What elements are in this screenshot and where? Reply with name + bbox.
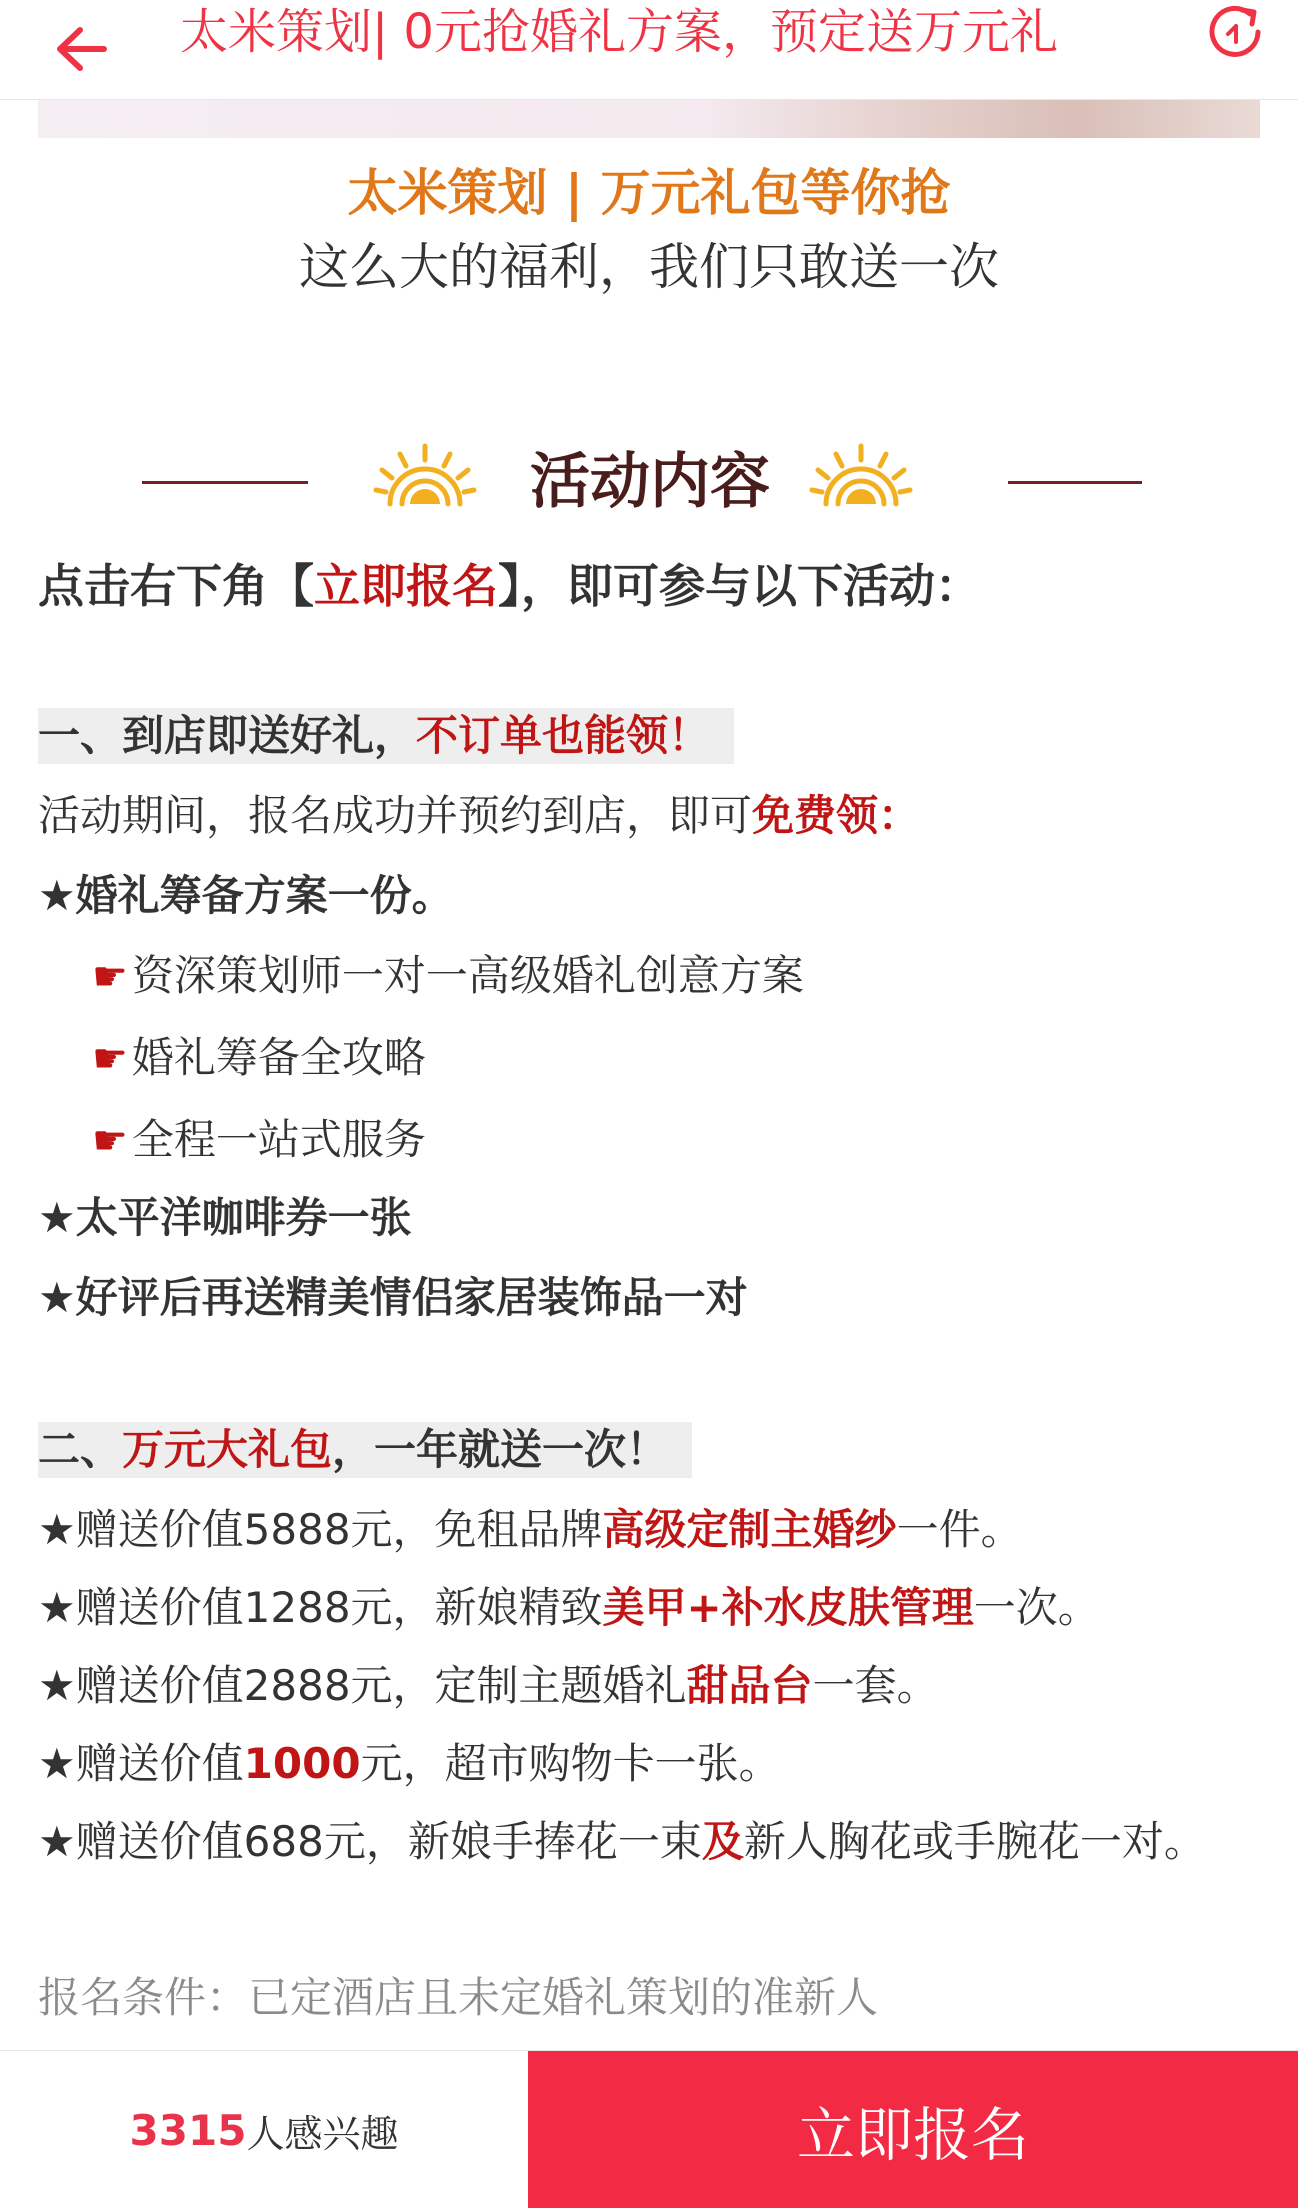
bottom-bar [0,2050,1298,2208]
sub-list-item [92,1104,426,1177]
signup-button[interactable]: 立即报名 [528,2051,1298,2208]
top-nav-bar [0,0,1298,100]
list-item: ★太平洋咖啡券一张 [38,1193,412,1242]
instruction-highlight: 立即报名 [314,559,498,613]
gift-text: 一套。 [812,1661,939,1710]
gift-item [38,1806,1206,1878]
gift-text: ★赠送价值2888元，定制主题婚礼 [38,1661,687,1710]
gift-item [38,1494,1023,1566]
banner-image [38,100,1260,138]
sub-item-label: 婚礼筹备全攻略 [131,1033,426,1082]
sub-list-item [92,940,804,1013]
list-item: ★好评后再送精美情侣家居装饰品一对 [38,1273,748,1322]
gift-item [38,1572,1100,1644]
section-title: 活动内容 [530,447,770,517]
block2-title [38,1422,692,1478]
sub-item-label: 资深策划师一对一高级婚礼创意方案 [131,951,804,1000]
gift-text: 一件。 [896,1505,1023,1554]
gift-highlight: 甜品台 [686,1661,813,1710]
pointing-hand-icon: ☛ [92,1118,128,1164]
gift-text: ★赠送价值688元，新娘手捧花一束 [38,1817,702,1866]
section-heading [0,434,1298,530]
gift-highlight: 1000 [243,1739,361,1788]
arrow-left-icon [50,24,110,74]
promo-subtitle: 这么大的福利，我们只敢送一次 [299,238,999,296]
block1-intro [38,780,920,852]
block1-intro-highlight: 免费领： [752,791,921,840]
instruction-suffix: 】，即可参与以下活动： [498,559,981,613]
gift-text: 新人胸花或手腕花一对。 [743,1817,1206,1866]
block1-intro-prefix: 活动期间，报名成功并预约到店，即可 [38,791,753,840]
gift-text: 元，超市购物卡一张。 [360,1739,781,1788]
list-item: ★婚礼筹备方案一份。 [38,871,454,920]
sub-list-item [92,1022,426,1095]
gift-text: ★赠送价值5888元，免租品牌 [38,1505,603,1554]
gift-item [38,1650,939,1722]
gift-text: ★赠送价值1288元，新娘精致 [38,1583,603,1632]
gift-text: 一次。 [973,1583,1100,1632]
pointing-hand-icon: ☛ [92,1036,128,1082]
instruction-prefix: 点击右下角【 [38,559,314,613]
block2-title-prefix: 二、 [38,1425,123,1474]
divider-line-left [142,481,308,484]
promo-title: 太米策划 | 万元礼包等你抢 [347,164,951,222]
signup-condition: 报名条件：已定酒店且未定婚礼策划的准新人 [38,1973,879,2022]
gift-highlight: 美甲+补水皮肤管理 [602,1583,974,1632]
page-title: 太米策划| 0元抢婚礼方案，预定送万元礼 [180,4,1058,60]
sun-icon [370,442,480,522]
sub-item-label: 全程一站式服务 [131,1115,426,1164]
sun-icon [806,442,916,522]
gift-item [38,1728,781,1800]
gift-highlight: 高级定制主婚纱 [602,1505,897,1554]
block1-title [38,708,734,764]
interest-count: 3315 [129,2105,247,2155]
interest-counter [0,2051,528,2208]
interest-label: 人感兴趣 [246,2111,399,2156]
signup-instruction [38,550,981,622]
back-button[interactable] [40,14,120,84]
divider-line-right [1008,481,1142,484]
block2-title-highlight: 万元大礼包 [122,1425,333,1474]
block1-title-highlight: 不订单也能领！ [416,711,711,760]
gift-highlight: 及 [701,1817,744,1866]
refresh-icon [1206,2,1266,62]
gift-text: ★赠送价值 [38,1739,244,1788]
block2-title-suffix: ，一年就送一次！ [332,1425,669,1474]
refresh-button[interactable] [1196,0,1276,64]
block1-title-prefix: 一、到店即送好礼， [38,711,417,760]
pointing-hand-icon: ☛ [92,954,128,1000]
